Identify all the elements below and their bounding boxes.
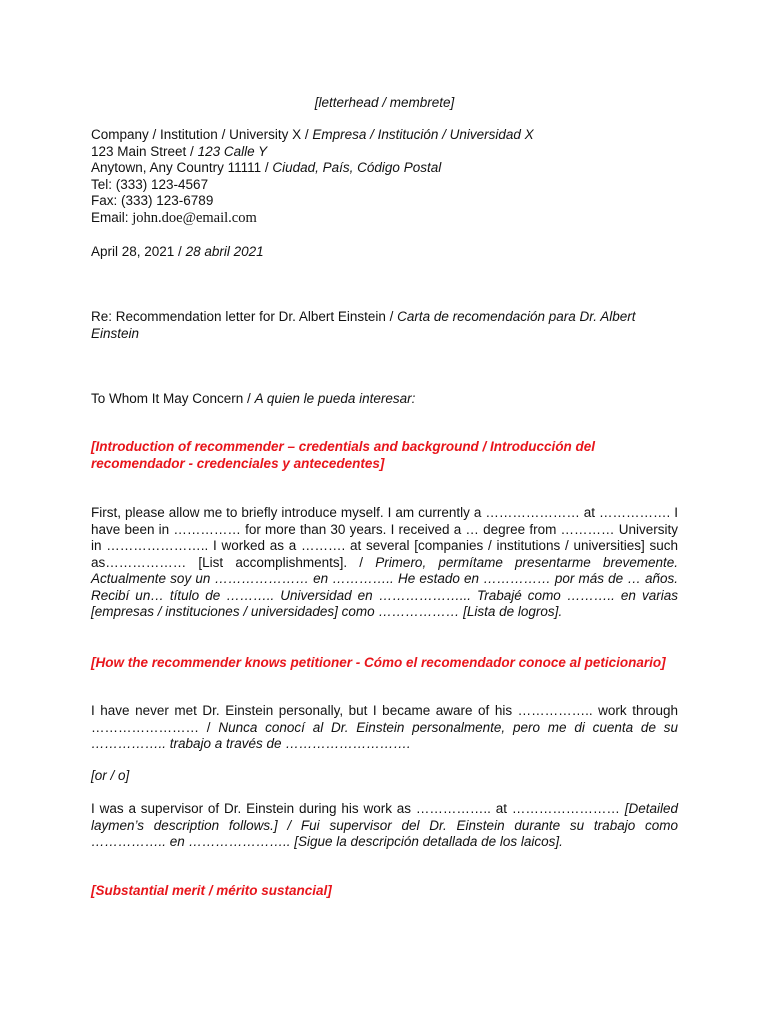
salutation-es: A quien le pueda interesar: <box>254 391 416 406</box>
knows-section-heading: [How the recommender knows petitioner - Cómo el recomendador conoce al peticionario] <box>91 655 666 670</box>
tel-line: Tel: (333) 123-4567 <box>91 176 209 192</box>
knows-text-en: I have never met Dr. Einstein personally, but I became aware of his …………….. work through …………………… / <box>91 703 678 735</box>
fax-line: Fax: (333) 123-6789 <box>91 193 214 208</box>
knows-text-es: Nunca conocí al Dr. Einstein personalmente, pero me di cuenta de su …………….. trabajo a través de ………………………. <box>91 719 678 751</box>
or-separator: [or / o] <box>91 768 130 783</box>
city-es: Ciudad, País, Código Postal <box>272 160 442 175</box>
email-value: john.doe@email.com <box>132 209 257 226</box>
supervisor-paragraph <box>91 801 678 851</box>
company-en: Company / Institution / University X / <box>91 127 313 142</box>
supervisor-text-es: [Detailed laymen’s description follows.] / Fui supervisor del Dr. Einstein durante su trabajo como …………….. en ………………….. [Sigue la descripción detallada de los laicos]. <box>91 801 678 849</box>
email-label: Email: <box>91 209 133 225</box>
city-line <box>91 160 678 177</box>
subject-en: Re: Recommendation letter for Dr. Albert Einstein / <box>91 309 398 324</box>
intro-paragraph <box>91 505 678 621</box>
intro-section-heading: [Introduction of recommender – credentials and background / Introducción del recomendador - credenciales y antecedentes] <box>91 439 596 471</box>
city-en: Anytown, Any Country 11111 / <box>91 160 273 175</box>
supervisor-text-en: I was a supervisor of Dr. Einstein during his work as …………….. at …………………… <box>91 801 625 816</box>
company-line <box>91 127 678 144</box>
subject-es: Carta de recomendación para Dr. Albert Einstein <box>91 309 636 341</box>
date-es: 28 abril 2021 <box>185 244 264 259</box>
date-en: April 28, 2021 / <box>91 244 186 259</box>
street-es: 123 Calle Y <box>197 143 268 159</box>
street-line <box>91 144 678 161</box>
merit-section-heading: [Substantial merit / mérito sustancial] <box>91 883 332 898</box>
intro-text-en: First, please allow me to briefly introduce myself. I am currently a ………………… at ……………. I have been in …………… for more than 30 years. I received a … degree from ………… University in ………………….. I worked as a ………. at several [companies / institutions / universities] such as……………… [List accomplishments]. / <box>91 505 678 570</box>
letter-date <box>91 244 678 261</box>
knows-paragraph <box>91 703 678 753</box>
email-line <box>91 210 678 227</box>
intro-text-es: Primero, permítame presentarme brevemente. Actualmente soy un ………………… en ………….. He estado en …………… por más de … años. Recibí un… título de ……….. Universidad en ………………... Trabajé como ……….. en varias [empresas / instituciones / universidades] como ……………… [Lista de logros]. <box>91 554 679 619</box>
company-es: Empresa / Institución / Universidad X <box>312 127 534 142</box>
subject-line <box>91 309 678 342</box>
street-en: 123 Main Street / <box>91 143 198 159</box>
letterhead-placeholder: [letterhead / membrete] <box>314 95 455 110</box>
sender-address-block <box>91 127 678 226</box>
salutation <box>91 391 678 408</box>
salutation-en: To Whom It May Concern / <box>91 391 255 406</box>
